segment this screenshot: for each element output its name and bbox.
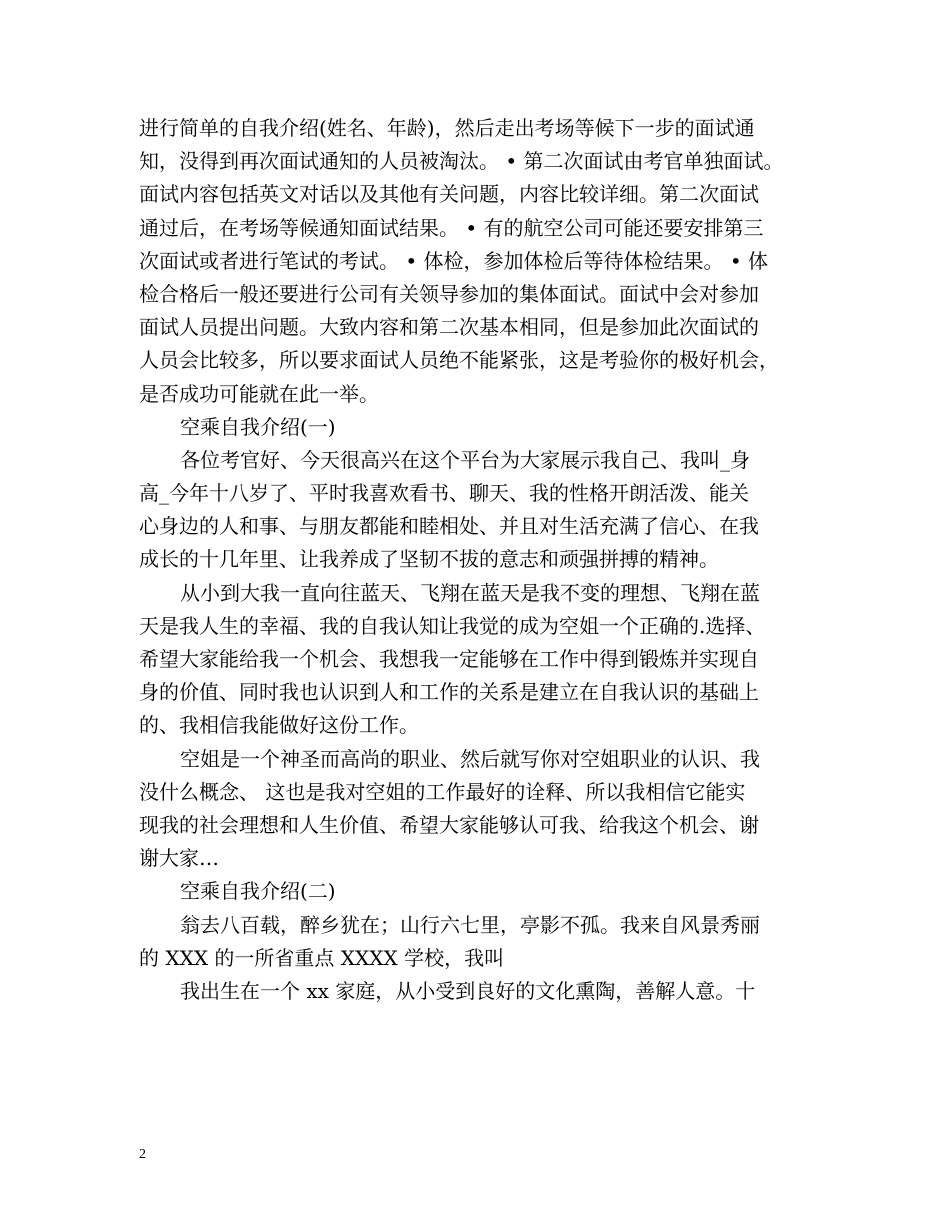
text-line: 空乘自我介绍(二) — [180, 879, 336, 904]
text-line: 面试内容包括英文对话以及其他有关问题，内容比较详细。第二次面试 — [139, 182, 759, 207]
text-line: 空姐是一个神圣而高尚的职业、然后就写你对空姐职业的认识、我 — [180, 746, 760, 771]
text-line: 身的价值、同时我也认识到人和工作的关系是建立在自我认识的基础上 — [139, 680, 759, 705]
text-line: 人员会比较多，所以要求面试人员绝不能紧张，这是考验你的极好机会， — [139, 348, 779, 373]
text-line: 面试人员提出问题。大致内容和第二次基本相同，但是参加此次面试的 — [139, 315, 759, 340]
text-line: 空乘自我介绍(一) — [180, 414, 336, 439]
text-line: 天是我人生的幸福、我的自我认知让我觉的成为空姐一个正确的.选择、 — [139, 613, 766, 638]
page-number: 2 — [139, 1147, 146, 1162]
text-line: 进行简单的自我介绍(姓名、年龄)，然后走出考场等候下一步的面试通 — [139, 116, 755, 140]
text-line: 是否成功可能就在此一举。 — [139, 381, 379, 406]
text-line: 的、我相信我能做好这份工作。 — [139, 713, 419, 738]
text-line: 翁去八百载，醉乡犹在；山行六七里，亭影不孤。我来自风景秀丽 — [180, 912, 760, 937]
text-line: 通过后，在考场等候通知面试结果。 • 有的航空公司可能还要安排第三 — [139, 215, 764, 240]
text-line: 的 XXX 的一所省重点 XXXX 学校，我叫 — [139, 945, 505, 970]
text-line: 各位考官好、今天很高兴在这个平台为大家展示我自己、我叫_身 — [180, 447, 750, 472]
text-line: 心身边的人和事、与朋友都能和睦相处、并且对生活充满了信心、在我 — [139, 514, 759, 539]
text-line: 知，没得到再次面试通知的人员被淘汰。 • 第二次面试由考官单独面试。 — [139, 149, 784, 174]
text-line: 我出生在一个 xx 家庭，从小受到良好的文化熏陶，善解人意。十 — [180, 978, 756, 1003]
text-line: 谢大家… — [139, 846, 219, 871]
text-line: 检合格后一般还要进行公司有关领导参加的集体面试。面试中会对参加 — [139, 281, 759, 306]
text-line: 没什么概念、 这也是我对空姐的工作最好的诠释、所以我相信它能实 — [139, 779, 746, 804]
text-line: 希望大家能给我一个机会、我想我一定能够在工作中得到锻炼并实现自 — [139, 647, 759, 671]
text-line: 从小到大我一直向往蓝天、飞翔在蓝天是我不变的理想、飞翔在蓝 — [180, 580, 760, 605]
document-body — [139, 112, 815, 1008]
text-line: 成长的十几年里、让我养成了坚韧不拔的意志和顽强拼搏的精神。 — [139, 547, 719, 572]
text-line: 次面试或者进行笔试的考试。 • 体检，参加体检后等待体检结果。 • 体 — [139, 248, 769, 273]
text-line: 现我的社会理想和人生价值、希望大家能够认可我、给我这个机会、谢 — [139, 812, 759, 837]
text-line: 高_今年十八岁了、平时我喜欢看书、聊天、我的性格开朗活泼、能关 — [139, 481, 749, 506]
